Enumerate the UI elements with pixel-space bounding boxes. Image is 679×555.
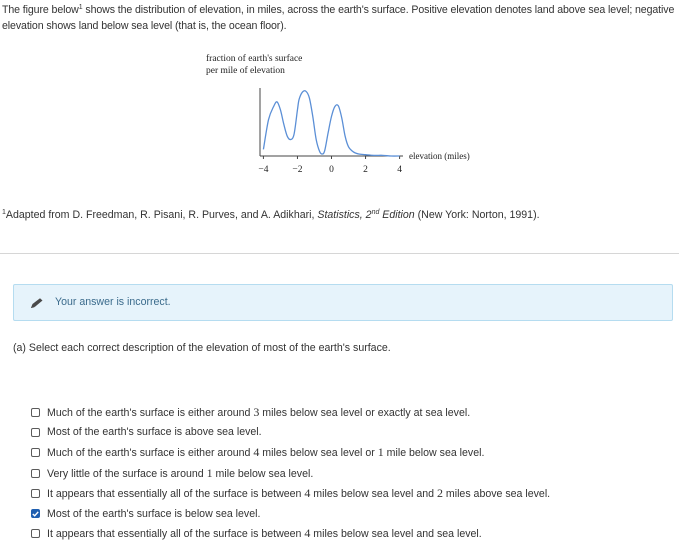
option-text: Much of the earth's surface is either around: [47, 406, 254, 419]
option-number: 1: [206, 465, 213, 480]
answer-option[interactable]: [31, 483, 550, 503]
answer-option-label: [47, 445, 484, 460]
answer-option[interactable]: [31, 503, 550, 523]
intro-before: The figure below: [2, 4, 79, 16]
option-text: miles above sea level.: [442, 487, 551, 500]
checkbox[interactable]: [31, 529, 40, 538]
option-number: 4: [304, 485, 311, 500]
option-text: It appears that essentially all of the surface is between: [47, 487, 305, 500]
answer-option-label: [47, 526, 482, 541]
option-number: 4: [304, 526, 311, 541]
option-text: mile below sea level.: [383, 447, 485, 460]
answer-option[interactable]: [31, 422, 550, 442]
option-number: 4: [253, 445, 260, 460]
answer-option-label: [47, 426, 262, 438]
status-message: Your answer is incorrect.: [55, 296, 171, 308]
option-number: 1: [377, 445, 384, 460]
answer-option-label: [47, 405, 470, 420]
footnote-marker: 1: [2, 209, 6, 216]
figure-ylabel-line2: per mile of elevation: [206, 66, 285, 76]
option-number: 2: [436, 485, 443, 500]
checkmark-icon: [32, 511, 39, 517]
question-prompt: (a) Select each correct description of the elevation of most of the earth's surface.: [13, 342, 391, 354]
elevation-figure: [200, 48, 500, 183]
option-text: Most of the earth's surface is above sea level.: [47, 426, 262, 439]
footnote-ordinal: nd: [371, 209, 380, 216]
footnote-publisher: (New York: Norton, 1991).: [414, 209, 540, 221]
x-tick-label: 0: [329, 165, 334, 175]
option-text: miles below sea level and: [310, 487, 437, 500]
option-text: It appears that essentially all of the surface is between: [47, 528, 305, 541]
answer-option-label: [47, 486, 550, 501]
x-tick-label: 2: [363, 165, 368, 175]
checkbox[interactable]: [31, 428, 40, 437]
option-text: Very little of the surface is around: [47, 467, 207, 480]
option-number: 3: [253, 404, 260, 419]
figure-ylabel-line1: fraction of earth's surface: [206, 54, 303, 64]
answer-option[interactable]: [31, 443, 550, 463]
footnote-citation: Adapted from D. Freedman, R. Pisani, R. Purves, and A. Adikhari,: [5, 209, 318, 221]
x-tick-label: 4: [397, 165, 402, 175]
x-tick-label: −2: [292, 165, 303, 175]
footnote-book-title: [317, 209, 414, 221]
answer-option[interactable]: [31, 463, 550, 483]
option-text: mile below sea level.: [212, 467, 314, 480]
answer-option[interactable]: [31, 402, 550, 422]
intro-footnote-marker: 1: [78, 4, 83, 11]
x-ticks: [258, 156, 402, 175]
checkbox[interactable]: [31, 489, 40, 498]
intro-after: shows the distribution of elevation, in miles, across the earth's surface. Positive elevation denotes land above sea level; negative elevation shows land below sea level (that is, the ocean floor).: [2, 4, 675, 32]
option-text: Much of the earth's surface is either around: [47, 447, 254, 460]
answer-option[interactable]: [31, 524, 550, 544]
checkbox[interactable]: [31, 469, 40, 478]
checkbox[interactable]: [31, 448, 40, 457]
footnote: [2, 209, 540, 221]
option-text: Most of the earth's surface is below sea level.: [47, 507, 261, 520]
status-banner: [13, 284, 673, 321]
answer-option-label: [47, 508, 260, 520]
figure-xlabel: elevation (miles): [409, 151, 470, 161]
footnote-title-text: Statistics, 2: [317, 209, 372, 221]
answer-options: [31, 402, 550, 544]
pencil-icon: [30, 297, 46, 309]
answer-option-label: [47, 466, 313, 481]
option-text: miles below sea level or: [259, 447, 378, 460]
checkbox[interactable]: [31, 408, 40, 417]
x-tick-label: −4: [258, 165, 269, 175]
footnote-edition: Edition: [379, 209, 415, 221]
option-text: miles below sea level and sea level.: [310, 528, 482, 541]
elevation-curve: [263, 91, 399, 156]
intro-text: [2, 2, 679, 34]
option-text: miles below sea level or exactly at sea level.: [259, 406, 471, 419]
checkbox-checked[interactable]: [31, 509, 40, 518]
section-divider: [0, 253, 679, 254]
